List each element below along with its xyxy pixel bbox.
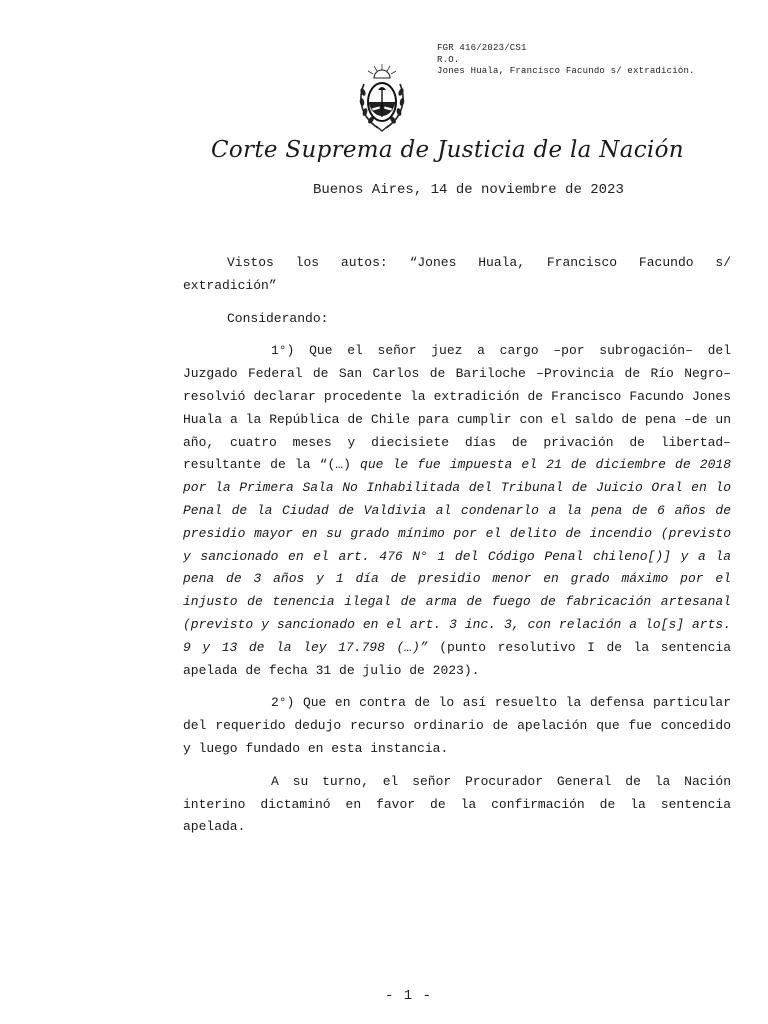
considerando-heading: Considerando:	[227, 310, 329, 326]
ruling-body	[183, 252, 731, 849]
court-title: Corte Suprema de Justicia de la Nación	[211, 137, 684, 163]
paragraph-2: 2°) Que en contra de lo así resuelto la defensa particular del requerido dedujo recurso ordinario de apelación que fue concedido y luego fundado en esta instancia.	[183, 695, 731, 756]
vistos-paragraph: Vistos los autos: “Jones Huala, Francisco Facundo s/ extradición”	[183, 255, 731, 293]
page-number: - 1 -	[384, 988, 432, 1004]
case-reference-line-2: R.O.	[437, 54, 460, 65]
paragraph-1	[183, 340, 731, 682]
paragraph-3: A su turno, el señor Procurador General de la Nación interino dictaminó en favor de la confirmación de la sentencia apelada.	[183, 773, 731, 835]
case-reference	[437, 43, 695, 78]
paragraph-1-text-b: (punto resolutivo I de la sentencia apelada de fecha 31 de julio de 2023).	[183, 639, 731, 678]
case-reference-line-3: Jones Huala, Francisco Facundo s/ extradición.	[437, 66, 695, 76]
coat-of-arms-icon	[356, 62, 408, 134]
case-reference-line-1: FGR 416/2023/CS1	[437, 43, 527, 53]
document-date: Buenos Aires, 14 de noviembre de 2023	[313, 182, 624, 198]
paragraph-1-quote: que le fue impuesta el 21 de diciembre de 2018 por la Primera Sala No Inhabilitada del Tribunal de Juicio Oral en lo Penal de la Ciudad de Valdivia al condenarlo a la pena de 6 años de presidio mayor en su grado mínimo por el delito de incendio (previsto y sancionado en el art. 476 N° 1 del Código Penal chileno[)] y a la pena de 3 años y 1 día de presidio menor en grado máximo por el injusto de tenencia ilegal de arma de fuego de fabricación artesanal (previsto y sancionado en el art. 3 inc. 3, con relación a lo[s] arts. 9 y 13 de la ley 17.798 (…)”	[183, 457, 731, 655]
paragraph-1-text-a: 1°) Que el señor juez a cargo –por subrogación– del Juzgado Federal de San Carlos de Bariloche –Provincia de Río Negro– resolvió declarar procedente la extradición de Francisco Facundo Jones Huala a la República de Chile para cumplir con el saldo de pena –de un año, cuatro meses y diecisiete días de privación de libertad– resultante de la “(…)	[183, 343, 731, 473]
